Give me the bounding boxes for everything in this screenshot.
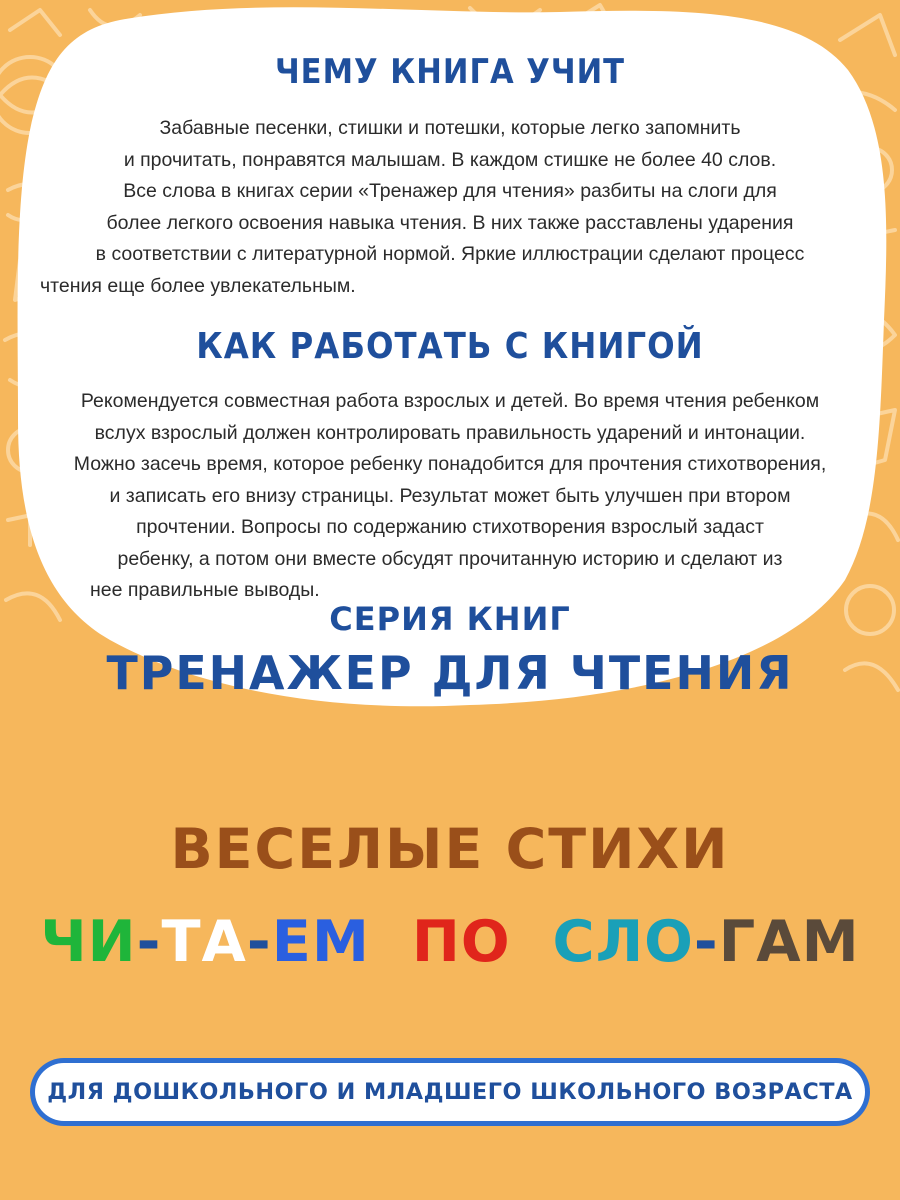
paragraph-line: Можно засечь время, которое ребенку понадобится для прочтения стихотворения, bbox=[73, 453, 827, 475]
paragraph-line: и прочитать, понравятся малышам. В каждом стишке не более 40 слов. bbox=[123, 148, 777, 171]
syllable: ЕМ bbox=[271, 908, 370, 975]
syllable-hyphen: - bbox=[246, 908, 272, 975]
paragraph-line: более легкого освоения навыка чтения. В них также расставлены ударения bbox=[106, 211, 794, 234]
syllable-hyphen: - bbox=[136, 908, 162, 975]
syllable-space bbox=[370, 908, 412, 975]
section-paragraph-what-book-teaches bbox=[30, 113, 870, 302]
paragraph-line: Все слова в книгах серии «Тренажер для чтения» разбиты на слоги для bbox=[123, 180, 777, 202]
paragraph-line: в соответствии с литературной нормой. Яркие иллюстрации сделают процесс bbox=[95, 243, 805, 265]
syllable: ГАМ bbox=[718, 908, 860, 975]
syllable-hyphen: - bbox=[693, 908, 719, 975]
paragraph-line: ребенку, а потом они вместе обсудят прочитанную историю и сделают из bbox=[117, 547, 783, 570]
section-paragraph-how-to-work bbox=[20, 386, 880, 607]
syllable: ЧИ bbox=[40, 908, 137, 975]
series-label: СЕРИЯ КНИГ bbox=[329, 600, 571, 638]
syllable-space bbox=[511, 908, 553, 975]
section-heading-what-book-teaches: ЧЕМУ КНИГА УЧИТ bbox=[274, 52, 626, 92]
paragraph-line: Рекомендуется совместная работа взрослых и детей. Во время чтения ребенком bbox=[80, 390, 820, 412]
syllable: ПО bbox=[411, 908, 511, 975]
syllable: СЛО bbox=[552, 908, 694, 975]
paragraph-line: чтения еще более увлекательным. bbox=[40, 274, 356, 297]
paragraph-line: прочтении. Вопросы по содержанию стихотворения взрослый задаст bbox=[136, 516, 764, 538]
paragraph-line: нее правильные выводы. bbox=[90, 579, 320, 601]
series-title: ТРЕНАЖЕР ДЛЯ ЧТЕНИЯ bbox=[106, 646, 794, 700]
section-heading-how-to-work: КАК РАБОТАТЬ С КНИГОЙ bbox=[196, 326, 704, 367]
paragraph-line: вслух взрослый должен контролировать правильность ударений и интонации. bbox=[94, 421, 806, 444]
syllable: ТА bbox=[161, 908, 247, 975]
age-badge bbox=[35, 1063, 865, 1121]
paragraph-line: и записать его внизу страницы. Результат может быть улучшен при втором bbox=[109, 484, 791, 507]
age-badge-text: ДЛЯ ДОШКОЛЬНОГО И МЛАДШЕГО ШКОЛЬНОГО ВОЗРАСТА bbox=[47, 1079, 853, 1105]
book-title: ВЕСЕЛЫЕ СТИХИ bbox=[170, 818, 730, 882]
syllable-title bbox=[0, 908, 900, 975]
paragraph-line: Забавные песенки, стишки и потешки, которые легко запомнить bbox=[159, 117, 741, 139]
